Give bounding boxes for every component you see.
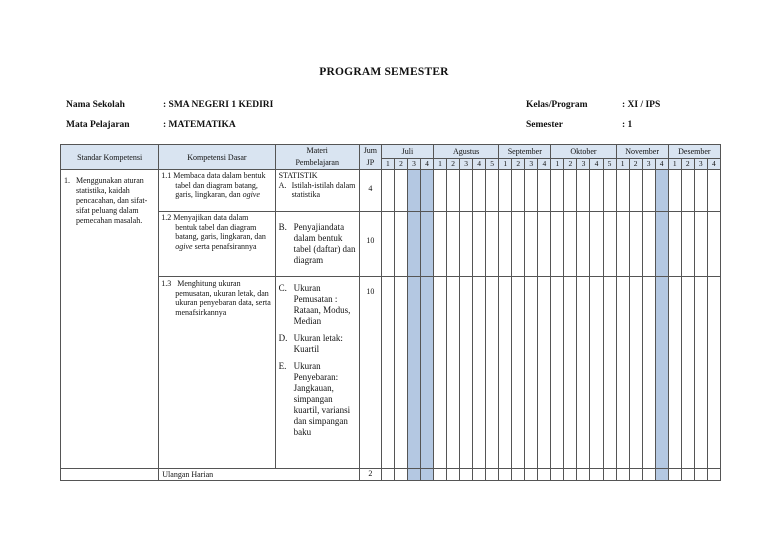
week-cell — [447, 469, 460, 481]
week-cell — [473, 212, 486, 277]
materi-cde-cell — [275, 277, 359, 469]
ulangan-harian-label: Ulangan Harian — [162, 470, 214, 479]
week-cell — [434, 212, 447, 277]
week-cell — [551, 469, 564, 481]
week-cell — [590, 212, 603, 277]
week-header: 1 — [499, 158, 512, 169]
week-header: 2 — [394, 158, 407, 169]
week-header: 3 — [525, 158, 538, 169]
week-cell — [499, 277, 512, 469]
mata-pelajaran-value: : MATEMATIKA — [163, 120, 236, 130]
week-header: 3 — [642, 158, 655, 169]
week-cell — [616, 277, 629, 469]
week-cell — [590, 277, 603, 469]
week-cell — [590, 469, 603, 481]
month-header: Desember — [668, 145, 720, 159]
program-semester-table — [60, 144, 721, 481]
ulangan-harian-cell — [159, 469, 360, 481]
week-cell — [629, 170, 642, 212]
week-cell — [655, 469, 668, 481]
materi-item-b: B. Penyajiandata dalam bentuk tabel (daftar) dan diagram — [278, 222, 356, 265]
week-cell — [499, 469, 512, 481]
week-header: 1 — [616, 158, 629, 169]
week-cell — [642, 212, 655, 277]
week-cell — [460, 469, 473, 481]
week-cell — [473, 469, 486, 481]
week-cell — [694, 277, 707, 469]
week-cell — [447, 277, 460, 469]
week-cell — [473, 170, 486, 212]
week-cell — [603, 170, 616, 212]
materi-list — [276, 277, 359, 445]
week-cell — [603, 469, 616, 481]
week-header: 5 — [486, 158, 499, 169]
week-cell — [694, 170, 707, 212]
week-cell — [434, 277, 447, 469]
week-cell — [668, 277, 681, 469]
standar-text: Menggunakan aturan statistika, kaidah pencacahan, dan sifat-sifat peluang dalam pemecahan masalah. — [76, 176, 148, 225]
week-cell — [394, 170, 407, 212]
materi-item: E. Ukuran Penyebaran: Jangkauan, simpangan kuartil, variansi dan simpangan baku — [278, 361, 351, 437]
week-cell — [577, 277, 590, 469]
week-header: 2 — [512, 158, 525, 169]
jp-kd-1-2: 10 — [359, 212, 381, 277]
week-cell — [707, 212, 720, 277]
week-cell — [447, 170, 460, 212]
week-cell — [603, 212, 616, 277]
week-cell — [577, 170, 590, 212]
week-header: 1 — [551, 158, 564, 169]
week-cell — [642, 170, 655, 212]
week-cell — [564, 469, 577, 481]
week-cell — [486, 277, 499, 469]
week-header: 4 — [590, 158, 603, 169]
week-cell — [564, 212, 577, 277]
week-header: 4 — [420, 158, 433, 169]
materi-item-a: A. Istilah-istilah dalam statistika — [278, 180, 356, 199]
week-header: 4 — [473, 158, 486, 169]
week-cell — [460, 170, 473, 212]
week-cell — [668, 469, 681, 481]
week-cell — [486, 170, 499, 212]
week-cell — [420, 277, 433, 469]
week-cell — [642, 277, 655, 469]
week-cell — [407, 212, 420, 277]
kd-1-3-text: 1.3 Menghitung ukuran pemusatan, ukuran letak, dan ukuran penyebaran data, serta menafsirkannya — [161, 279, 271, 317]
week-cell — [655, 277, 668, 469]
week-cell — [525, 277, 538, 469]
week-cell — [681, 170, 694, 212]
week-header: 4 — [707, 158, 720, 169]
week-cell — [434, 170, 447, 212]
week-cell — [668, 170, 681, 212]
week-cell — [381, 469, 394, 481]
week-header: 1 — [668, 158, 681, 169]
week-cell — [681, 469, 694, 481]
week-header: 1 — [381, 158, 394, 169]
week-cell — [381, 277, 394, 469]
week-cell — [629, 212, 642, 277]
week-cell — [394, 469, 407, 481]
week-cell — [407, 170, 420, 212]
week-cell — [655, 212, 668, 277]
jp-kd-1-1: 4 — [359, 170, 381, 212]
week-cell — [616, 170, 629, 212]
ulangan-empty-cell — [61, 469, 159, 481]
week-cell — [460, 277, 473, 469]
week-cell — [707, 277, 720, 469]
week-cell — [603, 277, 616, 469]
kd-1-1-text: 1.1 Membaca data dalam bentuk tabel dan diagram batang, garis, lingkaran, dan ogive — [161, 171, 266, 199]
week-cell — [394, 212, 407, 277]
standar-kompetensi-cell — [61, 170, 159, 469]
page-title: PROGRAM SEMESTER — [319, 66, 449, 78]
week-cell — [447, 212, 460, 277]
materi-item: C. Ukuran Pemusatan : Rataan, Modus, Median — [278, 283, 351, 326]
week-cell — [538, 212, 551, 277]
header-jumlah-jp: Jum JP — [359, 145, 381, 170]
week-cell — [460, 212, 473, 277]
week-cell — [434, 469, 447, 481]
semester-label: Semester — [526, 120, 563, 130]
week-cell — [538, 469, 551, 481]
week-header: 3 — [694, 158, 707, 169]
kd-1-3-cell — [159, 277, 275, 469]
week-header: 1 — [434, 158, 447, 169]
week-header: 3 — [577, 158, 590, 169]
week-cell — [564, 170, 577, 212]
jp-kd-1-3: 10 — [359, 277, 381, 469]
week-cell — [590, 170, 603, 212]
materi-heading: STATISTIK — [278, 171, 318, 180]
week-header: 3 — [460, 158, 473, 169]
week-cell — [407, 469, 420, 481]
week-cell — [577, 212, 590, 277]
week-cell — [551, 212, 564, 277]
week-cell — [525, 469, 538, 481]
week-cell — [525, 212, 538, 277]
header-materi-pembelajaran: Materi Pembelajaran — [275, 145, 359, 170]
week-cell — [538, 277, 551, 469]
kd-1-2-text: 1.2 Menyajikan data dalam bentuk tabel dan diagram batang, garis, lingkaran, dan ogive serta penafsirannya — [161, 213, 266, 251]
header-standar-kompetensi: Standar Kompetensi — [61, 145, 159, 170]
week-header: 2 — [629, 158, 642, 169]
week-cell — [694, 212, 707, 277]
week-cell — [564, 277, 577, 469]
kelas-value: : XI / IPS — [622, 100, 661, 110]
nama-sekolah-value: : SMA NEGERI 1 KEDIRI — [163, 100, 274, 110]
week-cell — [707, 170, 720, 212]
semester-value: : 1 — [622, 120, 633, 130]
week-cell — [420, 170, 433, 212]
week-cell — [616, 469, 629, 481]
week-header: 3 — [407, 158, 420, 169]
materi-a-cell — [275, 170, 359, 212]
week-cell — [473, 277, 486, 469]
header-kompetensi-dasar: Kompetensi Dasar — [159, 145, 275, 170]
week-cell — [694, 469, 707, 481]
month-header: September — [499, 145, 551, 159]
week-cell — [420, 212, 433, 277]
kd-1-2-cell — [159, 212, 275, 277]
week-header: 2 — [564, 158, 577, 169]
week-cell — [629, 469, 642, 481]
week-cell — [551, 170, 564, 212]
mata-pelajaran-label: Mata Pelajaran — [66, 120, 130, 130]
week-cell — [629, 277, 642, 469]
jp-ulangan: 2 — [359, 469, 381, 481]
week-header: 2 — [681, 158, 694, 169]
nama-sekolah-label: Nama Sekolah — [66, 100, 125, 110]
week-cell — [394, 277, 407, 469]
week-cell — [616, 212, 629, 277]
week-cell — [512, 170, 525, 212]
week-cell — [681, 212, 694, 277]
week-cell — [707, 469, 720, 481]
week-cell — [512, 469, 525, 481]
week-cell — [486, 469, 499, 481]
week-header: 4 — [655, 158, 668, 169]
week-cell — [486, 212, 499, 277]
month-header: November — [616, 145, 668, 159]
materi-b-cell — [275, 212, 359, 277]
week-cell — [655, 170, 668, 212]
week-cell — [381, 170, 394, 212]
week-cell — [499, 212, 512, 277]
week-cell — [512, 212, 525, 277]
materi-item: D. Ukuran letak: Kuartil — [278, 333, 343, 354]
week-cell — [551, 277, 564, 469]
standar-number: 1. — [64, 176, 70, 185]
week-cell — [642, 469, 655, 481]
kd-1-1-cell — [159, 170, 275, 212]
week-cell — [381, 212, 394, 277]
week-cell — [577, 469, 590, 481]
week-cell — [525, 170, 538, 212]
week-header: 4 — [538, 158, 551, 169]
week-cell — [407, 277, 420, 469]
week-header: 2 — [447, 158, 460, 169]
week-cell — [420, 469, 433, 481]
kelas-label: Kelas/Program — [526, 100, 588, 110]
month-header: Oktober — [551, 145, 616, 159]
week-cell — [512, 277, 525, 469]
week-cell — [668, 212, 681, 277]
week-cell — [499, 170, 512, 212]
week-header: 5 — [603, 158, 616, 169]
week-cell — [681, 277, 694, 469]
month-header: Juli — [381, 145, 433, 159]
week-cell — [538, 170, 551, 212]
month-header: Agustus — [434, 145, 499, 159]
